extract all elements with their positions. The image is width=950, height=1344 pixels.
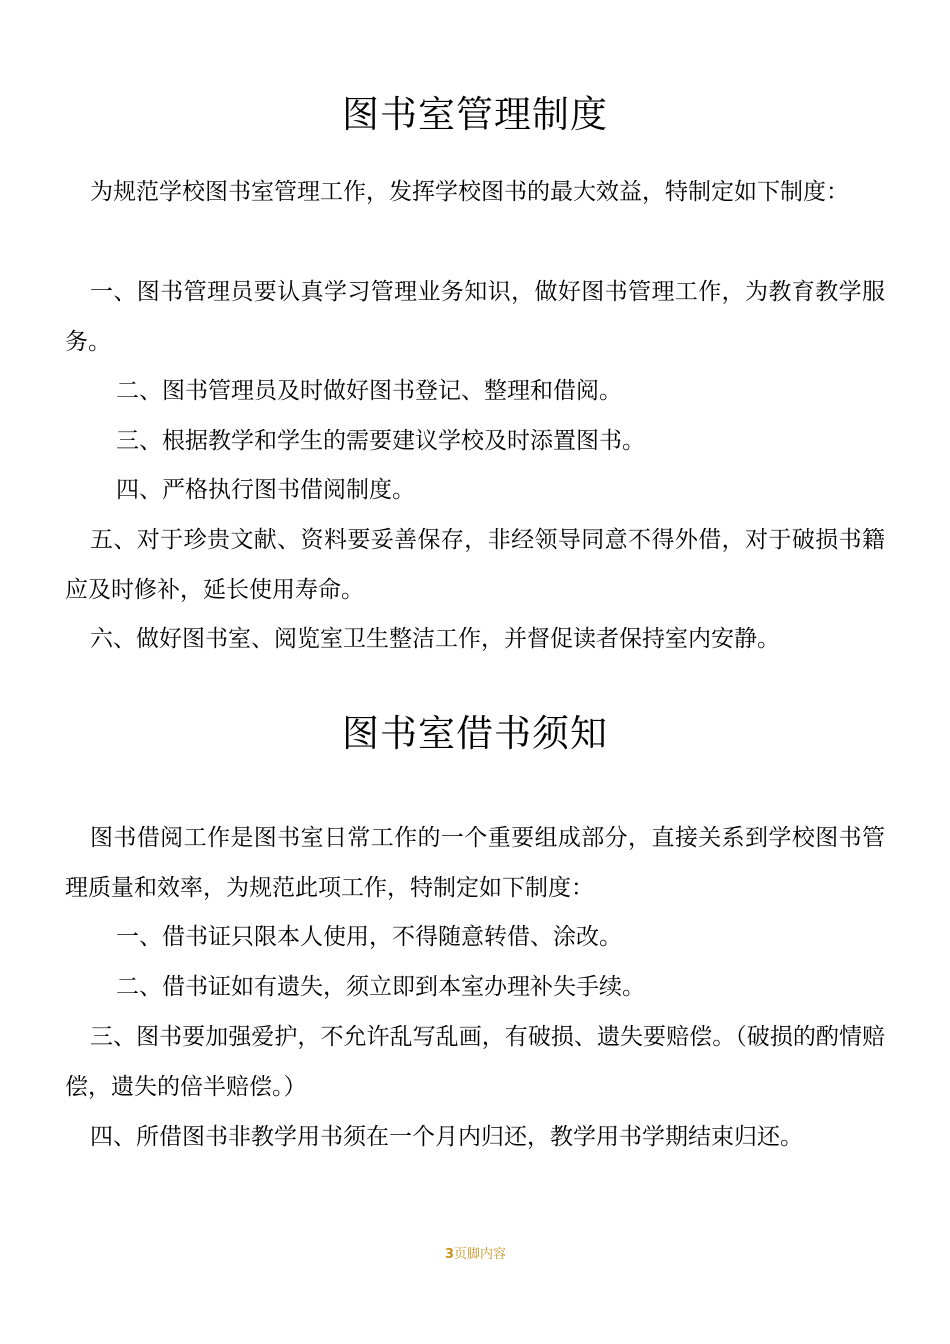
management-rule-4: 四、严格执行图书借阅制度。 [116,477,415,503]
management-rule-2: 二、图书管理员及时做好图书登记、整理和借阅。 [116,378,622,404]
borrowing-rule-1: 一、借书证只限本人使用，不得随意转借、涂改。 [116,924,622,950]
footer-label: 页脚内容 [454,1247,507,1262]
borrowing-rule-3: 三、图书要加强爱护，不允许乱写乱画，有破损、遗失要赔偿。（破损的酌情赔偿，遗失的倍半赔偿。） [65,1024,885,1100]
management-rule-1: 一、图书管理员要认真学习管理业务知识，做好图书管理工作，为教育教学服务。 [65,279,885,355]
management-rule-5: 五、对于珍贵文献、资料要妥善保存，非经领导同意不得外借，对于破损书籍应及时修补，延长使用寿命。 [65,527,885,603]
borrowing-intro-paragraph: 图书借阅工作是图书室日常工作的一个重要组成部分，直接关系到学校图书管理质量和效率，为规范此项工作，特制定如下制度： [65,825,885,901]
footer-page-number: 3 [445,1247,455,1262]
management-intro-paragraph: 为规范学校图书室管理工作，发挥学校图书的最大效益，特制定如下制度： [90,179,849,205]
section-title-borrowing: 图书室借书须知 [342,712,608,755]
management-rule-6: 六、做好图书室、阅览室卫生整洁工作，并督促读者保持室内安静。 [90,626,780,652]
page-footer [445,1245,515,1265]
section-title-management: 图书室管理制度 [342,93,608,136]
borrowing-rule-2: 二、借书证如有遗失，须立即到本室办理补失手续。 [116,974,645,1000]
borrowing-rule-4: 四、所借图书非教学用书须在一个月内归还，教学用书学期结束归还。 [90,1124,803,1150]
management-rule-3: 三、根据教学和学生的需要建议学校及时添置图书。 [116,428,645,454]
